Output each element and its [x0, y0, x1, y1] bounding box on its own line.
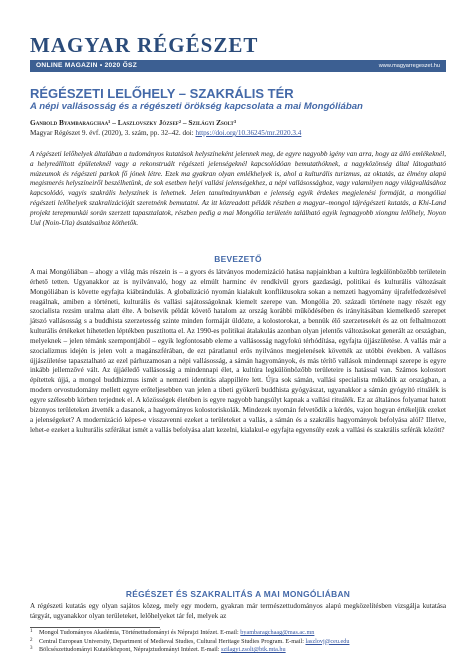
- footnote-text: Central European University, Department of Medieval Studies, Cultural Heritage Studies Program. E-mail:: [39, 637, 306, 645]
- section2-paragraph: A régészeti kutatás egy olyan sajátos közeg, mely egy modern, gyakran már természettudományos alapú megközelítésben vizsgálja kutatása tárgyát, ugyanakkor olyan területeket, lelőhelyeket tár fel, melyek az: [30, 602, 446, 620]
- footnote: [30, 638, 450, 647]
- magazine-title: MAGYAR RÉGÉSZET: [30, 33, 259, 57]
- footnote-text: Bölcsészettudományi Kutatóközpont, Néprajztudományi Intézet. E-mail:: [39, 646, 221, 654]
- article-title: RÉGÉSZETI LELŐHELY – SZAKRÁLIS TÉR: [30, 86, 294, 101]
- footnote-number: 3: [30, 646, 33, 652]
- footnote-number: 1: [30, 629, 33, 634]
- footnotes: [30, 629, 450, 655]
- section-heading-intro: BEVEZETŐ: [214, 254, 262, 264]
- footnote-text: Mongol Tudományos Akadémia, Történettudományi és Néprajzi Intézet. E-mail:: [39, 629, 241, 636]
- issue-label: ONLINE MAGAZIN • 2020 ŐSZ: [36, 62, 138, 69]
- abstract: [30, 150, 446, 228]
- footnote-email[interactable]: szilagyi.zsolt@btk.mta.hu: [220, 646, 286, 654]
- footnote-email[interactable]: laszlovj@ceu.edu: [305, 637, 350, 645]
- intro-paragraph: A mai Mongóliában – ahogy a világ más részein is – a gyors és látványos modernizáció hatása napjainkban a kultúra legkülönbözőbb területein érhető tetten. Ugyanakkor az is nyilvánvaló, hogy az elmúlt harminc év rendkívül gyors gazdasági, politikai és kulturális változásait Mongóliában is követte egyfajta kiábrándulás. A globalizáció nyomán kialakult konfliktusokra sokan a nemzeti hagyomány újrafelfedezésével reagálnak, amiben a történeti, kulturális és vallási sajátosságoknak kiemelt szerepe van. Mongólia 20. századi története nagy részét egy szocialista rezsim uralma alatt élte. A bolsevik példát követő hatalom az ország korábbi működésében és irányításában kiemelkedő szerepet játszó vallásosság s a buddhista szerzetesség szinte minden formáját üldözte, a kolostorokat, a bennük élő szerzetesekét és az ott felhalmozott kulturális értékeket hihetetlen léptékben pusztította el. Az 1990-es politikai átalakulás azonban olyan jelentős változásokat generált az országban, melyeknek – jelen témánk szempontjából – egyik legfontosabb eleme a vallásosság nagyfokú térhódítása, egyfajta újjászületése. A vallás már a szocializmus idején is jelen volt a magánszférában, de ezt páratlanul erős nyilvános megjelenések követték az utóbbi években. A vallásos újjászületése tapasztalható az ezel párhuzamosan a népi vallásosság, a sámán hagyományok, és más térítő vallások mindennapi szerepe is egyre inkább jellemzővé vált. Az újjáéledő vallásosság a mindennapi élet, a kultúra legkülönbözőbb területeire is hatással van. Számos kolostort építettek újjá, a mongol buddhizmus ismét a nemzeti identitás alappillére lett. Újra sok sámán, vallási specialista működik az országban, a modern orvostudomány mellett egyre erőteljesebben van jelen a tibeti gyökerű buddhista gyógyászat, ugyanakkor a sámán gyógyító rituálék is egyre szélesebb körben terjednek el. A közösségek életében is egyre nagyobb hangsúlyt kapnak a vallási rituálék. Ez az általános folyamat hatott bizonyos területeken átvették a dasanok, a hagyományos kolostoriskolák. Mindezek nyomán felvetődik a kérdés, vajon hogyan értékeljük ezeket a jelenségeket? A modernizáció képes-e visszavenni ezeket a területeket a vallás, a sámán és a szakrális hagyományok befolyása alól? Illetve, lehet-e ezeket a kulturális szférákat ismét a vallás befolyása alatt kezelni, kialakul-e egyfajta egyensúly ezek a vallási és szakrális szférák között?: [30, 268, 446, 434]
- doi-link[interactable]: https://doi.org/10.36245/mr.2020.3.4: [195, 129, 302, 137]
- intro-body: [30, 268, 446, 435]
- footnote: [30, 629, 450, 638]
- section-heading-archaeology: RÉGÉSZET ÉS SZAKRALITÁS A MAI MONGÓLIÁBAN: [125, 589, 351, 599]
- masthead: [30, 33, 446, 72]
- footnote-number: 2: [30, 637, 33, 643]
- magazine-url[interactable]: www.magyarregeszet.hu: [378, 63, 440, 69]
- author-list: Ganbold Byambaragchaa¹ – Laszlovszky József² – Szilágyi Zsolt³: [30, 118, 237, 127]
- citation-line: [30, 128, 446, 138]
- footnote: [30, 646, 450, 655]
- article-subtitle: A népi vallásosság és a régészeti örökség kapcsolata a mai Mongóliában: [30, 101, 363, 112]
- masthead-bar: [30, 60, 446, 72]
- footnote-email[interactable]: byambaragchaag@mas.ac.mn: [240, 629, 315, 636]
- citation-text: Magyar Régészet 9. évf. (2020), 3. szám, pp. 32–42. doi:: [30, 129, 196, 137]
- abstract-text: A régészeti lelőhelyek általában a tudományos kutatások helyszíneként jelennek meg, de egyre nagyobb igény van arra, hogy az álló emlékeknél, a helyreállított épületeknél vagy a rekonstruált régészeti jelenségeknél kapcsolódóan bemutathóknek, a nagyközönség által látogatható múzeumok és régészeti parkok fő jónek létre. Ezek ma gyakran olyan emlékhelyek is, ahol a kulturális turizmus, az oktatás, az élmény alapú megismerés helyszíneiről beszélhetünk, de sok esetben helyi vallási jelenségekhez, a népi vallásossághoz, vagy valamilyen nagy világvallásához kapcsolódó, vagyis szakrális helyszínek is lehetnek. Jelen tanulmányunkban e jelenség egyik érdekes megjelenési formáját, a mongóliai régészeti lelőhelyek szakralizációját szeretnénk bemutatni. Az itt közreadott példák részben a magyar–mongol tájrégészeti kutatás, a Khi-Land projekt terepmunkái során szerzett tapasztalatok, részben pedig a mai Mongólia területén található egyik legnagyobb xiongnu lelőhely, Noyon Uul (Noin-Ula) ásatásaihoz köthetők.: [30, 150, 446, 227]
- section2-body: [30, 602, 446, 622]
- footnote-divider: [30, 627, 160, 628]
